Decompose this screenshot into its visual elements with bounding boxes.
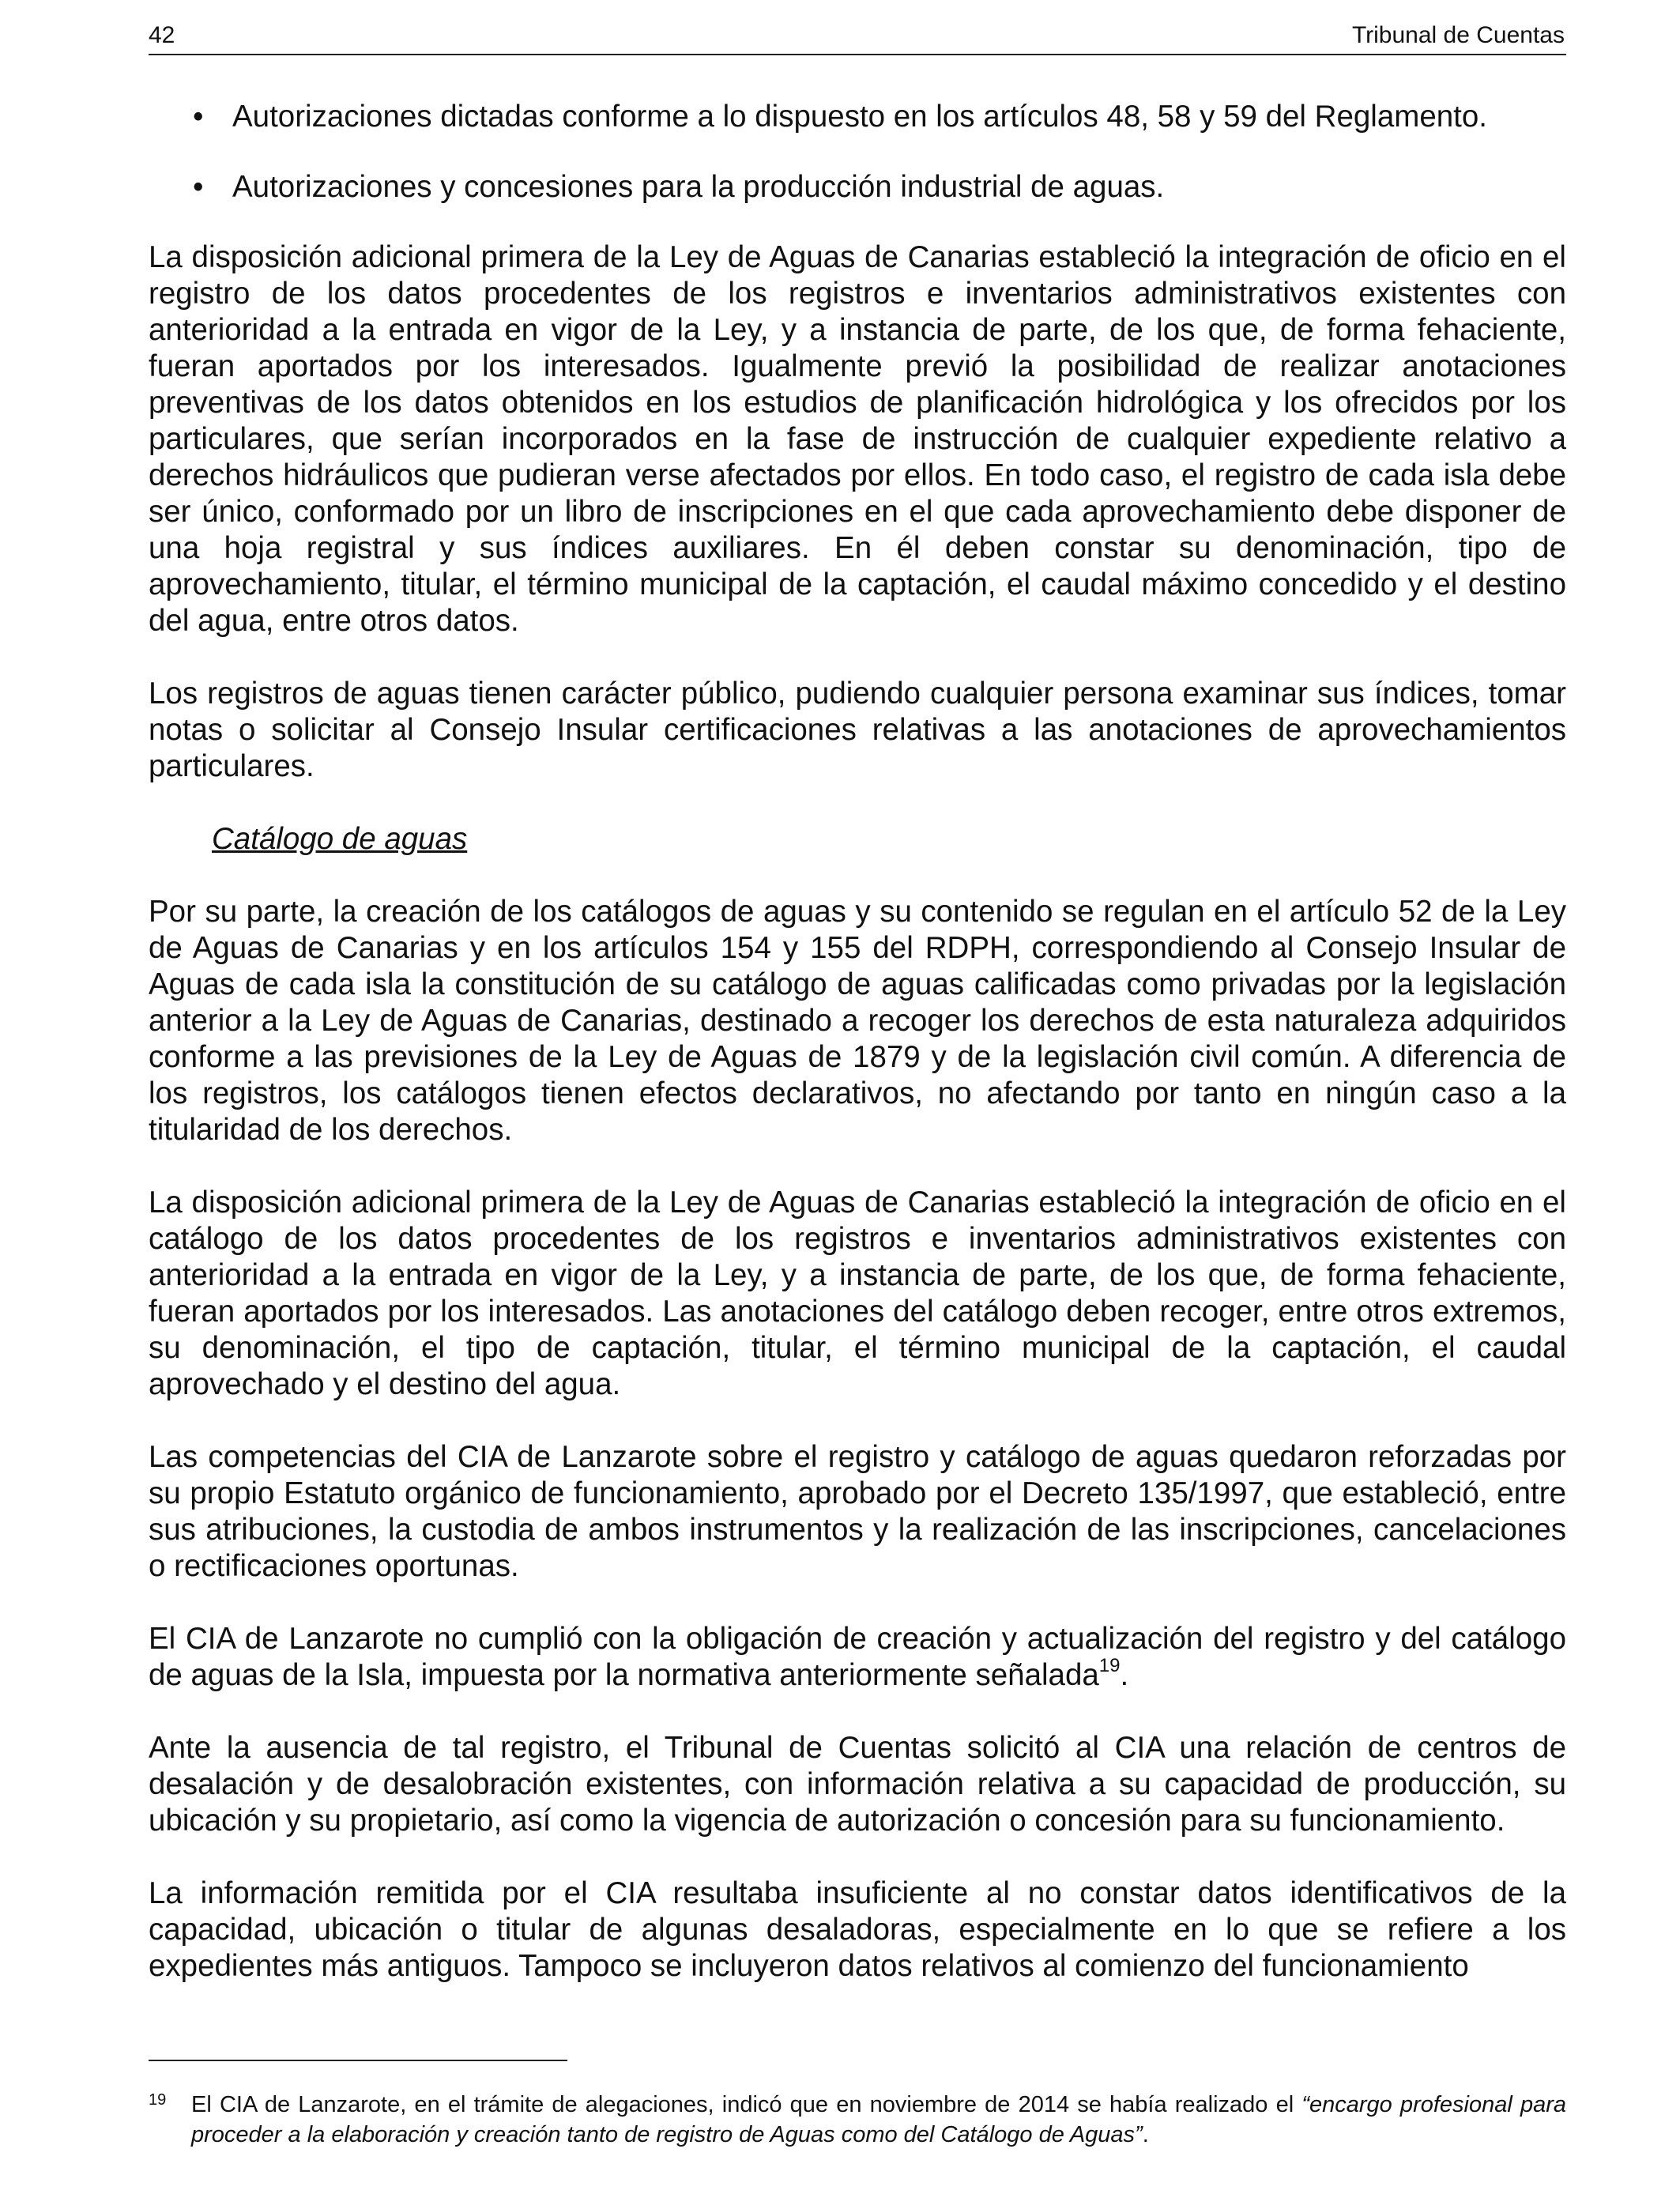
paragraph-registro-publico: Los registros de aguas tienen carácter público, pudiendo cualquier persona examinar sus índices, tomar notas o solicitar al Consejo Insular certificaciones relativas a las anotaciones de aprovechamientos particulares. — [149, 677, 1566, 783]
footnote-body: El CIA de Lanzarote, en el trámite de alegaciones, indicó que en noviembre de 2014 se había realizado el — [191, 2092, 1302, 2117]
paragraph-text: El CIA de Lanzarote no cumplió con la obligación de creación y actualización del registro y del catálogo de aguas de la Isla, impuesta por la normativa anteriormente señalada — [149, 1622, 1566, 1692]
bullet-icon: • — [193, 100, 204, 134]
paragraph-catalogo-integracion: La disposición adicional primera de la Ley de Aguas de Canarias estableció la integración de oficio en el catálogo de los datos procedentes de los registros e inventarios administrativos existentes con anterioridad a la entrada en vigor de la Ley, y a instancia de parte, de los que, de forma fehaciente, fueran aportados por los interesados. Las anotaciones del catálogo deben recoger, entre otros extremos, su denominación, el tipo de captación, titular, el término municipal de la captación, el caudal aprovechado y el destino del agua. — [149, 1186, 1566, 1401]
footnote-reference[interactable]: 19 — [1098, 1655, 1121, 1676]
footnote-text — [149, 2090, 1566, 2150]
page-number: 42 — [149, 22, 175, 48]
footnote — [149, 2090, 1566, 2150]
page-header — [149, 19, 1566, 55]
paragraph-catalogo-creacion: Por su parte, la creación de los catálogos de aguas y su contenido se regulan en el artículo 52 de la Ley de Aguas de Canarias y en los artículos 154 y 155 del RDPH, correspondiendo al Consejo Insular de Aguas de cada isla la constitución de su catálogo de aguas calificadas como privadas por la legislación anterior a la Ley de Aguas de Canarias, destinado a recoger los derechos de esta naturaleza adquiridos conforme a las previsiones de la Ley de Aguas de 1879 y de la legislación civil común. A diferencia de los registros, los catálogos tienen efectos declarativos, no afectando por tanto en ningún caso a la titularidad de los derechos. — [149, 895, 1566, 1147]
bullet-icon: • — [193, 170, 204, 204]
paragraph-informacion: La información remitida por el CIA resultaba insuficiente al no constar datos identificativos de la capacidad, ubicación o titular de algunas desaladoras, especialmente en lo que se refiere a los expedientes más antiguos. Tampoco se incluyeron datos relativos al comienzo del funcionamiento — [149, 1876, 1566, 1983]
paragraph-registro-integracion: La disposición adicional primera de la Ley de Aguas de Canarias estableció la integración de oficio en el registro de los datos procedentes de los registros e inventarios administrativos existentes con anterioridad a la entrada en vigor de la Ley, y a instancia de parte, de los que, de forma fehaciente, fueran aportados por los interesados. Igualmente previó la posibilidad de realizar anotaciones preventivas de los datos obtenidos en los estudios de planificación hidrológica y los ofrecidos por los particulares, que serían incorporados en la fase de instrucción de cualquier expediente relativo a derechos hidráulicos que pudieran verse afectados por ellos. En todo caso, el registro de cada isla debe ser único, conformado por un libro de inscripciones en el que cada aprovechamiento debe disponer de una hoja registral y sus índices auxiliares. En él deben constar su denominación, tipo de aprovechamiento, titular, el término municipal de la captación, el caudal máximo concedido y el destino del agua, entre otros datos. — [149, 240, 1566, 638]
paragraph-incumplimiento — [149, 1621, 1566, 1694]
footnote-divider — [149, 2060, 567, 2061]
paragraph-end: . — [1120, 1658, 1129, 1692]
footnote-end: . — [1142, 2122, 1149, 2147]
body-content — [149, 99, 1566, 2021]
paragraph-solicitud: Ante la ausencia de tal registro, el Tribunal de Cuentas solicitó al CIA una relación de centros de desalación y de desalobración existentes, con información relativa a su capacidad de producción, su ubicación y su propietario, así como la vigencia de autorización o concesión para su funcionamiento. — [149, 1731, 1566, 1838]
bullet-text: Autorizaciones y concesiones para la producción industrial de aguas. — [232, 170, 1165, 204]
footnote-quote: “encargo profesional para proceder a la elaboración y creación tanto de registro de Aguas como del Catálogo de Aguas” — [191, 2092, 1567, 2147]
bullet-text: Autorizaciones dictadas conforme a lo dispuesto en los artículos 48, 58 y 59 del Reglamento. — [232, 100, 1487, 134]
header-title: Tribunal de Cuentas — [1351, 22, 1565, 48]
bullet-item — [149, 99, 1566, 135]
bullet-item — [149, 169, 1566, 205]
footnote-number: 19 — [149, 2091, 167, 2109]
paragraph-competencias: Las competencias del CIA de Lanzarote sobre el registro y catálogo de aguas quedaron reforzadas por su propio Estatuto orgánico de funcionamiento, aprobado por el Decreto 135/1997, que estableció, entre sus atribuciones, la custodia de ambos instrumentos y la realización de las inscripciones, cancelaciones o rectificaciones oportunas. — [149, 1440, 1566, 1583]
section-subheading: Catálogo de aguas — [212, 822, 468, 856]
